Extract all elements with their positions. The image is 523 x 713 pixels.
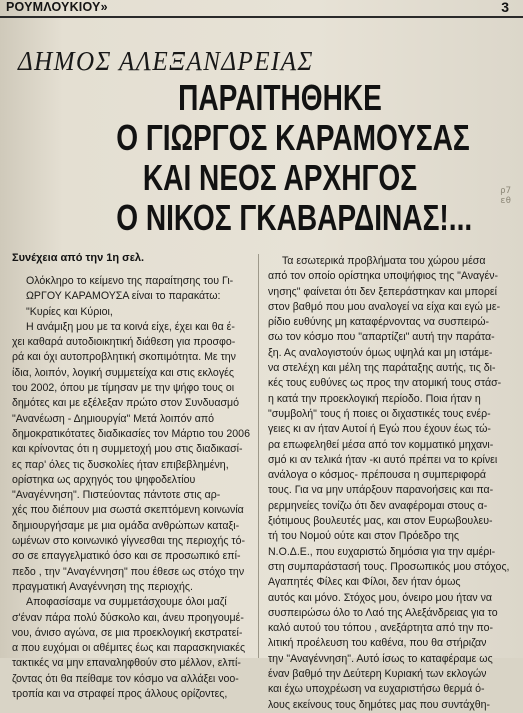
text-line: η κατά την προεκλογική περίοδο. Ποια ήταν η (268, 392, 481, 405)
text-line: ανάλογα ο κόσμος- πρέπουσα η συμπεριφορά (268, 469, 487, 482)
text-line: τακτικές να μην επαναληφθούν στο μέλλον, ελπί- (12, 657, 241, 670)
article-column-right (268, 254, 511, 713)
text-line: ρα επωφεληθεί μέσα από τον κομματικό μηχανι- (268, 438, 494, 451)
headline-line: ΚΑΙ ΝΕΟΣ ΑΡΧΗΓΟΣ (142, 157, 418, 198)
text-line: ρίδιο ευθύνης μη καταφέρνοντας να συσπειρώ- (268, 316, 490, 329)
text-line: Η ανάμιξη μου με τα κοινά είχε, έχει και θα έ- (26, 320, 235, 333)
text-line: "Κυρίες και Κύριοι, (26, 305, 113, 318)
text-line: "Ανανέωση - Δημιουργία" Μετά λοιπόν από (12, 412, 215, 425)
text-line: ρερμηνείες τονίζω ότι δεν αναφέρομαι στους α- (268, 499, 488, 512)
text-line: πραγματική Αναγέννηση της περιοχής. (12, 580, 193, 593)
text-line: Τα εσωτερικά προβλήματα του χώρου μέσα (282, 255, 486, 267)
newspaper-title: ΡΟΥΜΛΟΥΚΙΟΥ» (6, 0, 108, 14)
headline-line: ΠΑΡΑΙΤΗΘΗΚΕ (178, 77, 382, 118)
text-line: τροπία και να στραφεί προς άλλους ορίζοντες, (12, 688, 228, 701)
text-line: στον βαθμό που μου αναλογεί να είχα και εγώ με- (268, 300, 501, 313)
text-line: ίδια, λοιπόν, λογική συμμετείχα και στις εκλογές (12, 366, 234, 379)
text-line: συσπειρώσω όλο το Λαό της Αλεξάνδρειας για το (268, 606, 498, 619)
text-line: να στελέχη και μέλη της παράταξης αυτής, τις δι- (268, 362, 496, 375)
text-line: α που ευχόμαι οι αθέμιτες έως και παρασκηνιακές (12, 642, 246, 655)
text-line: καλό αυτού του τόπου , ανεξάρτητα από την πο- (268, 622, 494, 635)
text-line: από τον οποίο ορίστηκα υποψήφιος της "Αναγέν- (268, 270, 499, 283)
running-head (0, 0, 523, 16)
text-line: και κρίνοντας ότι η συμμετοχή μου στις διαδικασί- (12, 443, 243, 456)
page-number: 3 (501, 0, 509, 15)
text-line: και έχω υποχρέωση να ευχαριστήσω θερμά ό- (268, 683, 485, 696)
column-divider (258, 254, 259, 658)
text-line: αυτός και μόνο. Στόχος μου, όνειρο μου ήταν να (268, 591, 492, 604)
text-line: του 2002, όπου με τίμησαν με την ψήφο τους οι (12, 382, 235, 395)
text-line: δημότες και με εξέλεξαν πρώτο στον Συνδυασμό (12, 397, 239, 410)
headline (116, 77, 473, 238)
text-line: ΩΡΓΟΥ ΚΑΡΑΜΟΥΣΑ είναι το παρακάτω: (26, 290, 221, 303)
headline-line: Ο ΓΙΩΡΓΟΣ ΚΑΡΑΜΟΥΣΑΣ (116, 117, 470, 158)
text-line: Ν.Ο.Δ.Ε., που ευχαριστώ δημόσια για την αμέρι- (268, 545, 496, 558)
continued-label: Συνέχεια από την 1η σελ. (12, 252, 145, 264)
text-line: δημιουργήσαμε με μια ομάδα ανθρώπων καταξι- (12, 519, 240, 532)
text-line: πεδο , την "Αναγέννηση" που έθεσε ως στόχο την (12, 565, 245, 578)
text-line: σο σε επαγγελματικό όσο και σε προσωπικό επί- (12, 550, 241, 563)
text-line: σμό κι αν τελικά ήταν -κι αυτό πρέπει να το κρίνει (268, 453, 498, 466)
text-line: "Αναγέννηση". Πιστεύοντας πάντοτε στις αρ- (12, 489, 221, 502)
text-line: στη συμπαράστασή τους. Προσωπικός μου στόχος, (268, 560, 510, 573)
text-line: έναν βαθμό την Δεύτερη Κυριακή των εκλογών (268, 668, 487, 681)
scribble-line: εθ (500, 196, 511, 206)
text-line: Αποφασίσαμε να συμμετάσχουμε όλοι μαζί (26, 596, 227, 609)
text-line: χει καθαρά αυτοδιοικητική διάθεση για προσφο- (12, 336, 236, 349)
text-line: ωμένων στο κοινωνικό γίγνεσθαι της περιοχής τό- (12, 535, 246, 548)
text-line: ες παρ' όλες τις δυσκολίες ήταν επιβεβλημένη, (12, 458, 229, 471)
text-line: νου, άνισο αγώνα, σε μια προεκλογική εκστρατεί- (12, 626, 243, 639)
text-line: "συμβολή" τους ή ποιες οι διχαστικές τους ενέρ- (268, 407, 491, 420)
text-line: δημοκρατικότατες διαδικασίες τον Μάρτιο του 2006 (12, 427, 250, 440)
text-line: τους. Για να μην υπάρξουν παρανοήσεις και πα- (268, 484, 494, 497)
text-line: Αγαπητές Φίλες και Φίλοι, δεν ήταν όμως (268, 576, 461, 589)
text-line: νησης" φαίνεται ότι δεν ξεπεράστηκαν και μπορεί (268, 285, 497, 298)
text-line: κές τους ευθύνες ως προς την ατομική τους στάσ- (268, 377, 502, 390)
text-line: την "Αναγέννηση". Αυτό ίσως το καταφέραμε ως (268, 652, 493, 665)
text-line: ξη. Ας αναλογιστούν όμως υψηλά και μη ιστάμε- (268, 346, 493, 359)
scribble-line: ρ7 (500, 186, 511, 196)
text-line: Ολόκληρο το κείμενο της παραίτησης του Γι- (26, 275, 234, 287)
text-line: γειες κι αν ήταν Αυτοί ή Εγώ που έχουν έως τώ- (268, 423, 491, 436)
header-rule (0, 16, 523, 18)
margin-scribble (500, 186, 511, 206)
text-line: ρά και όχι αυτοπροβλητική σκοπιμότητα. Με την (12, 351, 236, 364)
text-line: ορίστηκα ως αρχηγός του ψηφοδελτίου (12, 473, 196, 486)
text-line: χές που διέπουν μια σωστά σκεπτόμενη κοινωνία (12, 504, 244, 517)
text-line: λιτική προέλευση του καθένα, που θα στήριζαν (268, 637, 487, 650)
kicker: ΔΗΜΟΣ ΑΛΕΞΑΝΔΡΕΙΑΣ (18, 46, 314, 76)
text-line: ξιότιμους βουλευτές μας, και στον Ευρωβουλευ- (268, 515, 493, 528)
column-body (12, 274, 252, 702)
text-line: σ'έναν πάρα πολύ δύσκολο και, άνευ προηγουμέ- (12, 611, 244, 624)
text-line: σω τον κόσμο που "απαρτίζει" αυτή την παράτα- (268, 331, 495, 344)
headline-line: Ο ΝΙΚΟΣ ΓΚΑΒΑΡΔΙΝΑΣ!... (116, 197, 473, 238)
text-line: τή του Νομού ούτε και στον Πρόεδρο της (268, 530, 460, 543)
text-line: λους εκείνους τους δημότες μας που συντάχθη- (268, 698, 491, 711)
text-line: ζοντας ότι θα πείθαμε τον κόσμο να αλλάξει νοο- (12, 672, 239, 685)
